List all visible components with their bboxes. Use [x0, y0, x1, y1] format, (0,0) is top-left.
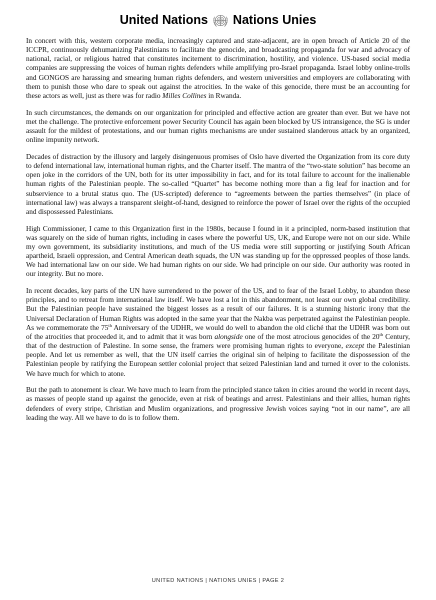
paragraph-text: Decades of distraction by the illusory and largely disingenuous promises of Oslo have diverted the Organization from its core duty to defend international law, international human rights, and the Charter itself. The mantra of the “two-state solution” has become an open joke in the corridors of the UN, both for its utter impossibility in fact, and for its total failure to account for the inalienable human rights of the Palestinian people. The so-called “Quartet” has become nothing more than a fig leaf for inaction and for subservience to a brutal status quo. The (US-scripted) deference to “agreements between the parties themselves” (in place of international law) was always a transparent sleight-of-hand, designed to reinforce the power of Israel over the rights of the occupied and dispossessed Palestinians.	[26, 152, 410, 216]
header-title-en: United Nations	[119, 13, 208, 27]
paragraph-text: one of the most atrocious genocides of the 20	[242, 332, 380, 341]
paragraph-text: Century, that of the destruction of Palestine. In some sense, the framers were promising human rights to everyone,	[26, 332, 410, 351]
paragraph-text: the Palestinian people. And let us remember as well, that the UN itself carries the original sin of helping to facilitate the dispossession of the Palestinian people by ratifying the European settler colonial project that seized Palestinian land and turned it over to the colonists. We have much for which to atone.	[26, 342, 411, 378]
superscript-text: th	[379, 331, 384, 337]
page-footer: UNITED NATIONS | NATIONS UNIES | PAGE 2	[151, 578, 285, 584]
italic-text: except	[345, 342, 365, 351]
paragraph-text: In concert with this, western corporate media, increasingly captured and state-adjacent, are in open breach of Article 20 of the ICCPR, continuously dehumanizing Palestinians to facilitate the genocide, and broadcasting propaganda for war and advocacy of national, racial, or religious hatred that constitutes incitement to discrimination, hostility, and violence. US-based social media companies are suppressing the voices of human rights defenders while amplifying pro-Israel propaganda. Israel lobby online-trolls and GONGOS are harassing and smearing human rights defenders, and western universities and employers are collaborating with them to punish those who dare to speak out against the atrocities. In the wake of this genocide, there must be an accounting for these actors as well, just as there was for radio	[26, 37, 410, 100]
paragraph	[26, 225, 410, 280]
letter-body	[26, 37, 410, 431]
paragraph	[26, 109, 410, 146]
header-title-fr: Nations Unies	[232, 13, 317, 27]
paragraph-text: in Rwanda.	[206, 91, 242, 100]
page-header	[0, 8, 436, 32]
paragraph	[26, 37, 410, 101]
superscript-text: th	[108, 322, 112, 328]
italic-text: alongside	[214, 332, 243, 341]
italic-text: Milles Collines	[162, 91, 207, 100]
paragraph-text: High Commissioner, I came to this Organization first in the 1980s, because I found in it a principled, norm-based institution that was squarely on the side of human rights, including in cases where the powerful US, UK, and Europe were not on our side. While my own government, its subsidiarity institutions, and much of the US media were still supporting or justifying South African apartheid, Israeli oppression, and Central American death squads, the UN was standing up for the oppressed peoples of those lands. We had international law on our side. We had human rights on our side. We had principle on our side. Our authority was rooted in our integrity. But no more.	[26, 224, 410, 279]
paragraph	[26, 386, 410, 423]
paragraph-text: But the path to atonement is clear. We have much to learn from the principled stance taken in cities around the world in recent days, as masses of people stand up against the genocide, even at risk of beatings and arrest. Palestinians and their allies, human rights defenders of every stripe, Christian and Muslim organizations, and progressive Jewish voices saying “not in our name”, are all leading the way. All we have to do is to follow them.	[26, 386, 410, 422]
paragraph-text: In recent decades, key parts of the UN have surrendered to the power of the US, and to fear of the Israel Lobby, to abandon these principles, and to retreat from international law itself. We have lost a lot in this abandonment, not least our own global credibility. But the Palestinian people have sustained the biggest losses as a result of our failures. It is a stunning historic irony that the Universal Declaration of Human Rights was adopted in the same year that the Nakba was perpetrated against the Palestinian people. As we commemorate the 75	[26, 287, 410, 332]
paragraph	[26, 153, 410, 217]
paragraph	[26, 287, 410, 379]
paragraph-text: Anniversary of the UDHR, we would do well to abandon the old cliché that the UDHR was born out of the atrocities that proceeded it, and to admit that it was born	[26, 323, 410, 341]
paragraph-text: In such circumstances, the demands on our organization for principled and effective action are greater than ever. But we have not met the challenge. The protective enforcement power Security Council has again been blocked by US intransigence, the SG is under assault for the mildest of protestations, and our human rights mechanisms are under sustained slanderous attack by an organized, online impunity network.	[26, 108, 410, 145]
un-emblem-icon	[212, 12, 229, 29]
